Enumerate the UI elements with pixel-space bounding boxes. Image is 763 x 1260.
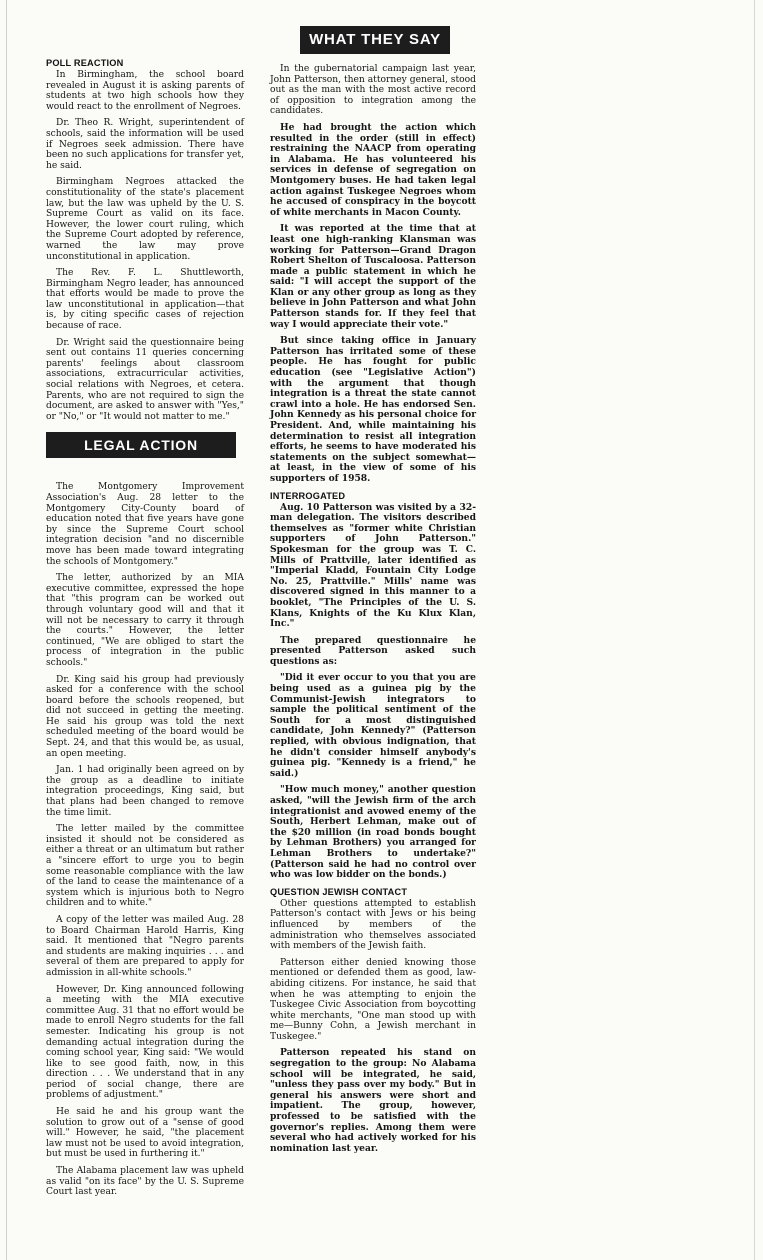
right-column: [270, 26, 476, 1160]
page-edge-right: [754, 0, 755, 1260]
article-paragraph: In Birmingham, the school board revealed in August it is asking parents of students at two high schools how they would react to the enrollment of Negroes.: [46, 70, 244, 112]
article-paragraph: However, Dr. King announced following a meeting with the MIA executive committee Aug. 31 that no effort would be made to enroll Negro students for the fall semester. Indicating his group is not demanding actual integration during the coming school year, King said: "We would like to see good faith, now, in this direction . . . We understand that in any period of social change, there are problems of adjustment.": [46, 984, 244, 1101]
article-paragraph: "Did it ever occur to you that you are being used as a guinea pig by the Communist-Jewish integrators to sample the political sentiment of the South for a most distinguished candidate, John Kennedy?" (Patterson replied, with obvious indignation, that he didn't consider himself anybody's guinea pig. "Kennedy is a friend," he said.): [270, 672, 476, 779]
article-paragraph: Patterson repeated his stand on segregation to the group: No Alabama school will be integrated, he said, "unless they pass over my body." But in general his answers were short and impatient. The group, however, professed to be satisfied with the governor's replies. Among them were several who had actively worked for his nomination last year.: [270, 1047, 476, 1154]
article-paragraph: The Alabama placement law was upheld as valid "on its face" by the U. S. Supreme Court last year.: [46, 1166, 244, 1198]
article-paragraph: "How much money," another question asked, "will the Jewish firm of the arch integrationist and avowed enemy of the South, Herbert Lehman, make out of the $20 million (in road bonds bought by Lehman Brothers) you arranged for Lehman Brothers to undertake?" (Patterson said he had no control over who was low bidder on the bonds.): [270, 784, 476, 881]
article-paragraph: It was reported at the time that at least one high-ranking Klansman was working for Patterson—Grand Dragon Robert Shelton of Tuscaloosa. Patterson made a public statement in which he said: "I will accept the support of the Klan or any other group as long as they believe in John Patterson and what John Patterson stands for. If they feel that way I would appreciate their vote.": [270, 223, 476, 330]
legal-action-banner: LEGAL ACTION: [46, 432, 236, 458]
article-paragraph: Dr. King said his group had previously asked for a conference with the school board before the schools reopened, but did not succeed in getting the meeting. He said his group was told the next scheduled meeting of the board would be Sept. 24, and that this would be, as usual, an open meeting.: [46, 674, 244, 759]
article-paragraph: Aug. 10 Patterson was visited by a 32-man delegation. The visitors described themselves as "former white Christian supporters of John Patterson." Spokesman for the group was T. C. Mills of Prattville, later identified as "Imperial Kladd, Fountain City Lodge No. 25, Prattville." Mills' name was discovered signed in this manner to a booklet, "The Principles of the U. S. Klans, Knights of the Ku Klux Klan, Inc.": [270, 501, 476, 630]
article-paragraph: Jan. 1 had originally been agreed on by the group as a deadline to initiate integration proceedings, King said, but that plans had been changed to remove the time limit.: [46, 765, 244, 818]
article-paragraph: Birmingham Negroes attacked the constitutionality of the state's placement law, but the law was upheld by the U. S. Supreme Court as valid on its face. However, the lower court ruling, which the Supreme Court adopted by reference, warned the law may prove unconstitutional in application.: [46, 177, 244, 262]
article-paragraph: Dr. Theo R. Wright, superintendent of schools, said the information will be used if Negroes seek admission. There have been no such applications for transfer yet, he said.: [46, 118, 244, 171]
article-paragraph: The letter, authorized by an MIA executive committee, expressed the hope that "this program can be worked out through voluntary good will and that it will not be necessary to carry it through the courts." However, the letter continued, "We are obliged to start the process of integration in the public schools.": [46, 573, 244, 668]
article-paragraph: But since taking office in January Patterson has irritated some of these people. He has fought for public education (see "Legislative Action") with the argument that though integration is a threat the state cannot crawl into a hole. He has endorsed Sen. John Kennedy as his personal choice for President. And, while maintaining his determination to resist all integration efforts, he seems to have moderated his statements on the subject somewhat—at least, in the view of some of his supporters of 1958.: [270, 335, 476, 484]
article-paragraph: Other questions attempted to establish Patterson's contact with Jews or his being influenced by members of the administration who themselves associated with members of the Jewish faith.: [270, 898, 476, 952]
page-edge-left: [6, 0, 7, 1260]
interrogated-heading: INTERROGATED: [270, 490, 346, 501]
poll-reaction-heading: POLL REACTION: [46, 58, 124, 68]
article-paragraph: The prepared questionnaire he presented Patterson asked such questions as:: [270, 634, 476, 667]
article-paragraph: The Rev. F. L. Shuttleworth, Birmingham Negro leader, has announced that efforts would be made to prove the law unconstitutional in application—that is, by citing specific cases of rejection because of race.: [46, 268, 244, 332]
article-paragraph: The Montgomery Improvement Association's Aug. 28 letter to the Montgomery City-County board of education noted that five years have gone by since the Supreme Court school integration decision "and no discernible move has been made toward integrating the schools of Montgomery.": [46, 482, 244, 567]
article-paragraph: He had brought the action which resulted in the order (still in effect) restraining the NAACP from operating in Alabama. He has volunteered his services in defense of segregation on Montgomery buses. He had taken legal action against Tuskegee Negroes whom he accused of conspiracy in the boycott of white merchants in Macon County.: [270, 121, 476, 218]
question-jewish-contact-heading: QUESTION JEWISH CONTACT: [270, 886, 408, 897]
left-column: [46, 58, 244, 1204]
article-paragraph: The letter mailed by the committee insisted it should not be considered as either a threat or an ultimatum but rather a "sincere effort to urge you to begin some reasonable compliance with the law of the land to cease the maintenance of a system which is injurious both to Negro children and to white.": [46, 824, 244, 909]
article-paragraph: In the gubernatorial campaign last year, John Patterson, then attorney general, stood out as the man with the most active record of opposition to integration among the candidates.: [270, 64, 476, 117]
what-they-say-banner: WHAT THEY SAY: [300, 26, 450, 54]
article-paragraph: He said he and his group want the solution to grow out of a "sense of good will." However, he said, "the placement law must not be used to avoid integration, but must be used in furthering it.": [46, 1107, 244, 1160]
article-paragraph: A copy of the letter was mailed Aug. 28 to Board Chairman Harold Harris, King said. It mentioned that "Negro parents and students are making inquiries . . . and several of them are prepared to apply for admission in all-white schools.": [46, 914, 244, 978]
article-paragraph: Dr. Wright said the questionnaire being sent out contains 11 queries concerning parents' feelings about classroom associations, extracurricular activities, social relations with Negroes, et cetera. Parents, who are not required to sign the document, are asked to answer with "Yes," or "No," or "It would not matter to me.": [46, 337, 244, 422]
article-paragraph: Patterson either denied knowing those mentioned or defended them as good, law-abiding citizens. For instance, he said that when he was attempting to enjoin the Tuskegee Civic Association from boycotting white merchants, "One man stood up with me—Bunny Cohn, a Jewish merchant in Tuskegee.": [270, 957, 476, 1042]
